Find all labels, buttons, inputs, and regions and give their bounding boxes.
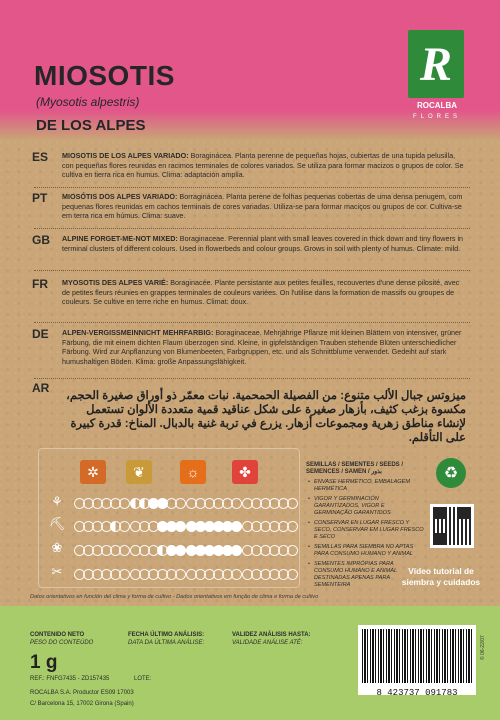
disclaimer-note: Datos orientativos en función del clima y forma de cultivo - Dados orientativos em função de clima e forma de cultivo [30, 594, 319, 600]
green-dot-icon: ♻ [436, 458, 466, 488]
legend-item: • ENVASE HERMÉTICO, EMBALAGEM HERMÉTICA [306, 479, 424, 493]
calendar-cell [287, 545, 298, 556]
lang-heading: ALPINE FORGET-ME-NOT MIXED: [62, 234, 178, 243]
lang-heading: ALPEN-VERGISSMEINNICHT MEHRFARBIG: [62, 328, 214, 337]
lang-text: Boraginaceae. Perennial plant with small leaves covered in thick down and tiny flowers in terminal clusters of different colours. Used in flowerbeds and colour groups. Grows in soil with plenty of humus. Climate: mild. [62, 234, 464, 253]
latin-name: (Myosotis alpestris) [36, 95, 140, 109]
brand-logo [408, 30, 464, 98]
lang-code: PT [32, 191, 48, 205]
maple-leaf-icon: ✤ [232, 460, 258, 484]
analysis-label-pt: DATA DA ÚLTIMA ANÁLISE: [128, 640, 205, 646]
lang-text: Boraginacée. Plante persistante aux petites feuilles, recouvertes d'une dense pilosité, avec de petites fleurs réunies en grappes terminales de couleurs variées. On l'utilise dans la formation de massifs ou groupes de couleurs. Se cultive en terre riche en humus. Climat: doux. [62, 278, 460, 307]
barcode [358, 625, 476, 695]
lang-block-pt [32, 191, 476, 221]
divider [34, 270, 470, 271]
lang-code: GB [32, 233, 50, 247]
calendar-cell [119, 545, 130, 556]
net-label: CONTENIDO NETO [30, 632, 85, 638]
lang-text: Borraginácea. Planta perene de folhas pequenas cobertas de uma densa penugem, com pequenas flores reunidas em cachos terminais de cores variadas. Utiliza-se para formar maciços ou grupos de cor. Cultiva-se em terra rica em húmus. Clima: suave. [62, 192, 463, 221]
legend-heading: SEMILLAS / SEMENTES / SEEDS / SEMENCES / SAMEN / بذور [306, 462, 404, 475]
calendar-cell [119, 498, 130, 509]
divider [34, 378, 470, 379]
product-subtitle: DE LOS ALPES [36, 117, 146, 134]
legend-item: • VIGOR Y GERMINACIÓN GARANTIZADOS, VIGOR E GERMINAÇÃO GARANTIDOS [306, 496, 424, 517]
brand-tagline: FLORES [412, 114, 461, 120]
producer: ROCALBA S.A. Productor ES09 17003 [30, 690, 134, 696]
divider [34, 187, 470, 188]
brand-name: ROCALBA [417, 101, 457, 110]
legend-item: • SEMILLAS PARA SIEMBRA NO APTAS PARA CONSUMO HUMANO Y ANIMAL [306, 544, 424, 558]
validity-label: VALIDEZ ANÁLISIS HASTA: [232, 632, 311, 638]
calendar-cell [119, 521, 130, 532]
calendar-cell [175, 521, 186, 532]
lang-block-gb [32, 233, 476, 253]
validity-label-pt: VALIDADE ANÁLISE ATÉ: [232, 640, 303, 646]
sun-icon: ☼ [180, 460, 206, 484]
calendar-cell [175, 545, 186, 556]
net-weight: 1 g [30, 652, 58, 673]
lang-heading: MIOSOTIS DE LOS ALPES VARIADO: [62, 151, 189, 160]
reference: REF.: FNFG7435 - ZD157435 [30, 676, 110, 682]
calendar-cell [231, 545, 242, 556]
lang-code: ES [32, 150, 49, 164]
leaf-icon: ❦ [126, 460, 152, 484]
calendar-cell [175, 569, 186, 580]
sowing-calendar [38, 448, 300, 588]
lang-text: Boraginácea. Planta perenne de pequeñas hojas, cubiertas de una tupida pelusilla, con pequeñas flores reunidas en racimos terminales de colores variados. Se utiliza para formar macizos o grupos de color. Se cultiva en tierra rica en humus. Clima: adaptación amplia. [62, 151, 464, 180]
lang-heading: MIOSÓTIS DOS ALPES VARIADO: [62, 192, 178, 201]
harvest-icon: ✂ [51, 564, 63, 579]
calendar-cell [287, 498, 298, 509]
address: C/ Barcelona 15, 17002 Girona (Spain) [30, 701, 134, 707]
video-tutorial-link[interactable]: Vídeo tutorial de siembra y cuidados [401, 566, 481, 587]
product-title: MIOSOTIS [34, 60, 175, 91]
lang-heading: MYOSOTIS DES ALPES VARIÉ: [62, 278, 169, 287]
calendar-cell [231, 498, 242, 509]
lang-block-es [32, 150, 476, 180]
calendar-cell [287, 521, 298, 532]
lang-text-arabic: ميزوتس جبال الألب متنوع: من الفصيلة الحمحمية. نبات معمّر ذو أوراق صغيرة الحجم، مكسوة بزغب كثيف، بأزهار صغيرة على شكل عناقيد قمية متعددة الألوان تستعمل لإنشاء مناطق زهرية ومجموعات أزهار. يزرع في تربة غنية بالدبال. المناخ: قدرة كبيرة على التأقلم. [66, 390, 466, 444]
calendar-cell [119, 569, 130, 580]
qr-code[interactable] [430, 504, 474, 548]
divider [34, 322, 470, 323]
brand-letter: R [419, 37, 452, 91]
transplant-icon: ⛏ [48, 516, 66, 531]
snowflake-icon: ✲ [80, 460, 106, 484]
ean-number: 8 423737 091783 [376, 688, 458, 698]
analysis-label: FECHA ÚLTIMO ANÁLISIS: [128, 632, 205, 638]
calendar-cell [175, 498, 186, 509]
growth-icon: ❀ [51, 540, 63, 555]
lang-code: DE [32, 327, 49, 341]
side-code: © 06-22/07 [480, 635, 486, 660]
legend-item: • SEMENTES IMPRÓPIAS PARA CONSUMO HUMANO E ANIMAL DESTINADAS APENAS PARA SEMENTEIRA [306, 561, 424, 589]
net-label-pt: PESO DO CONTEÚDO [30, 640, 94, 646]
calendar-cell [287, 569, 298, 580]
lot-label: LOTE: [134, 676, 152, 682]
calendar-cell [231, 569, 242, 580]
lang-block-fr [32, 277, 476, 307]
lang-code: FR [32, 277, 48, 291]
legend-item: • CONSERVAR EN LUGAR FRESCO Y SECO, CONSERVAR EM LUGAR FRESCO E SECO [306, 520, 424, 541]
calendar-cell [231, 521, 242, 532]
sowing-icon: ⚘ [51, 494, 63, 509]
lang-block-de [32, 327, 476, 366]
lang-code: AR [32, 381, 50, 395]
divider [34, 228, 470, 229]
lang-text: Boraginaceae. Mehrjährige Pflanze mit kleinen Blättern von intensiver, grüner Färbung, die mit einem dichten Flaum überzogen sind. Kleine, in gipfelständigen Trauben stehende Blüten unterschiedlicher Färbung. Wird zur Anpflanzung von Blumenbeeten, Farbgruppen, etc. und als Schnittblume verwendet. Gedeiht auf stark humushaltigen Böden. Klima: große Anpassungsfähigkeit. [62, 328, 462, 366]
